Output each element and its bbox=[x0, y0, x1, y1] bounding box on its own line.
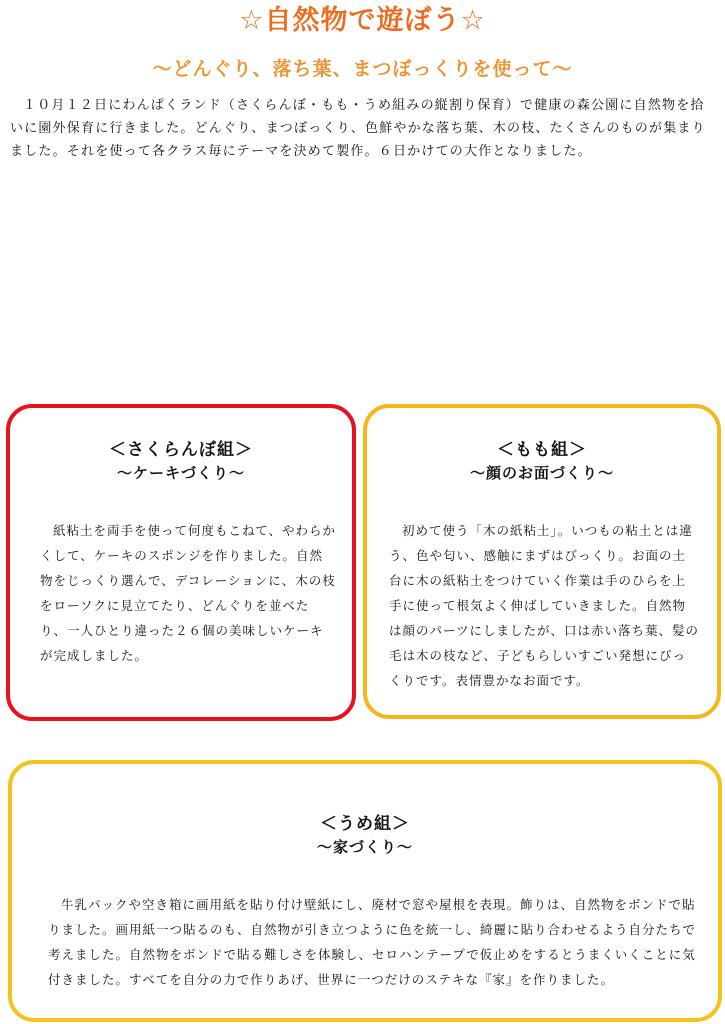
section-subheading: ～顔のお面づくり～ bbox=[469, 464, 614, 482]
page-subtitle: ～どんぐり、落ち葉、まつぼっくりを使って～ bbox=[152, 58, 573, 80]
section-body: 紙粘土を両手を使って何度もこねて、やわらかくして、ケーキのスポンジを作りました。自然物をじっくり選んで、デコレーションに、木の枝をローソクに見立てたり、どんぐりを並べたり、一人ひとり違った２６個の美味しいケーキが完成しました。 bbox=[40, 523, 336, 663]
section-body: 初めて使う「木の紙粘土」。いつもの粘土とは違う、色や匂い、感触にまずはびっくり。お面の土台に木の紙粘土をつけていく作業は手のひらを上手に使って根気よく伸ばしていきました。自然物は顔のパーツにしましたが、口は赤い落ち葉、髪の毛は木の枝など、子どもらしいすごい発想にびっくりです。表情豊かなお面です。 bbox=[389, 523, 700, 688]
section-body: 牛乳パックや空き箱に画用紙を貼り付け壁紙にし、廃材で窓や屋根を表現。飾りは、自然物をボンドで貼りました。画用紙一つ貼るのも、自然物が引き立つように色を統一し、綺麗に貼り合わせるよう自分たちで考えました。自然物をボンドで貼る難しさを体験し、セロハンテープで仮止めをするとうまくいくことに気付きました。すべてを自分の力で作りあげ、世界に一つだけのステキな『家』を作りました。 bbox=[48, 897, 696, 987]
section-ume bbox=[8, 760, 722, 1022]
section-sakuranbo bbox=[6, 404, 356, 721]
section-heading: ＜もも組＞ bbox=[497, 440, 587, 460]
page-title: ☆自然物で遊ぼう☆ bbox=[239, 5, 486, 36]
section-subheading: ～ケーキづくり～ bbox=[116, 464, 245, 482]
section-heading: ＜うめ組＞ bbox=[320, 814, 410, 834]
section-momo bbox=[363, 404, 721, 719]
section-heading: ＜さくらんぼ組＞ bbox=[109, 440, 253, 460]
section-subheading: ～家づくり～ bbox=[316, 838, 413, 856]
intro-paragraph: １０月１２日にわんぱくランド（さくらんぼ・もも・うめ組みの縦割り保育）で健康の森公園に自然物を拾いに園外保育に行きました。どんぐり、まつぼっくり、色鮮やかな落ち葉、木の枝、たくさんのものが集まりました。それを使って各クラス毎にテーマを決めて製作。６日かけての大作となりました。 bbox=[10, 98, 706, 159]
